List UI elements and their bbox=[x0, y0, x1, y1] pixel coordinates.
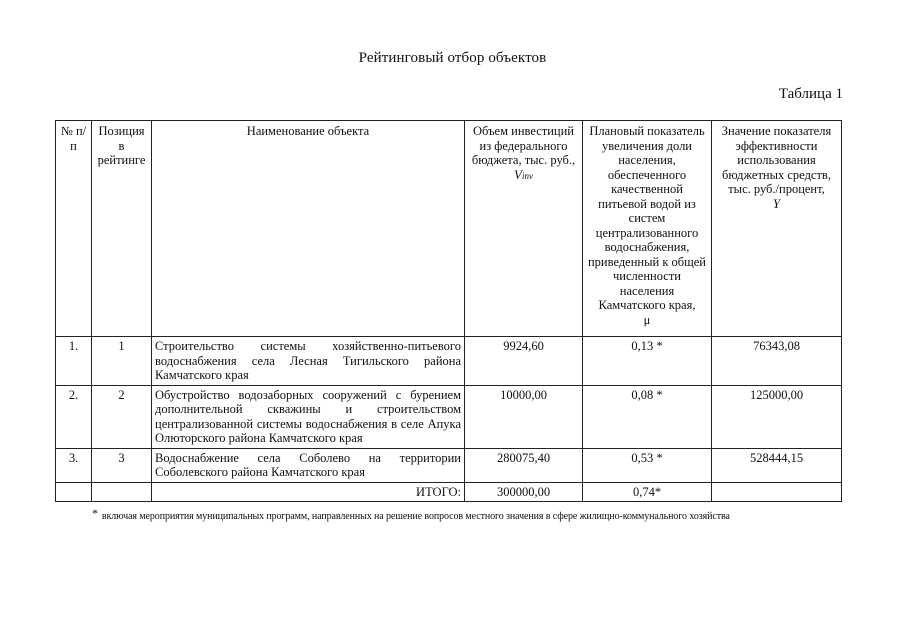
header-position: Позиция в рейтинге bbox=[92, 121, 152, 337]
row-name: Строительство системы хозяйственно-питьевого водоснабжения села Лесная Тигильского района Камчатского края bbox=[152, 337, 465, 386]
header-efficiency-text: Значение показателя эффективности использования бюджетных средств, тыс. руб./процент, bbox=[721, 124, 832, 196]
footnote bbox=[92, 508, 730, 523]
row-num: 2. bbox=[56, 385, 92, 448]
efficiency-symbol: Y bbox=[772, 195, 781, 211]
row-investment: 280075,40 bbox=[465, 448, 583, 482]
total-empty-position bbox=[92, 482, 152, 502]
row-name: Обустройство водозаборных сооружений с бурением дополнительной скважины и строительством централизованной системы водоснабжения в селе Апука Олюторского района Камчатского края bbox=[152, 385, 465, 448]
indicator-symbol: μ bbox=[643, 312, 651, 327]
row-investment: 10000,00 bbox=[465, 385, 583, 448]
footnote-text: включая мероприятия муниципальных программ, направленных на решение вопросов местного значения в сфере жилищно-коммунального хозяйства bbox=[101, 511, 730, 522]
investment-symbol: V bbox=[514, 166, 522, 182]
row-indicator: 0,13 * bbox=[583, 337, 712, 386]
header-name: Наименование объекта bbox=[152, 121, 465, 337]
row-num: 3. bbox=[56, 448, 92, 482]
header-efficiency bbox=[712, 121, 842, 337]
footnote-marker: * bbox=[92, 506, 98, 520]
table-row bbox=[56, 448, 842, 482]
total-investment: 300000,00 bbox=[465, 482, 583, 502]
row-position: 3 bbox=[92, 448, 152, 482]
header-indicator bbox=[583, 121, 712, 337]
row-efficiency: 125000,00 bbox=[712, 385, 842, 448]
row-position: 2 bbox=[92, 385, 152, 448]
row-name: Водоснабжение села Соболево на территории Соболевского района Камчатского края bbox=[152, 448, 465, 482]
row-position: 1 bbox=[92, 337, 152, 386]
row-efficiency: 528444,15 bbox=[712, 448, 842, 482]
document-title: Рейтинговый отбор объектов bbox=[358, 50, 547, 66]
row-efficiency: 76343,08 bbox=[712, 337, 842, 386]
table-row bbox=[56, 337, 842, 386]
table-row bbox=[56, 385, 842, 448]
table-header-row bbox=[56, 121, 842, 337]
row-indicator: 0,08 * bbox=[583, 385, 712, 448]
total-label: ИТОГО: bbox=[152, 482, 465, 502]
header-investment-text: Объем инвестиций из федерального бюджета, тыс. руб., bbox=[471, 124, 576, 167]
rating-table bbox=[55, 120, 842, 502]
header-indicator-text: Плановый показатель увеличения доли населения, обеспеченного качественной питьевой водой из систем централизованного водоснабжения, приведенный к общей численности населения Камчатского края, bbox=[587, 124, 706, 312]
row-investment: 9924,60 bbox=[465, 337, 583, 386]
table-total-row bbox=[56, 482, 842, 502]
investment-symbol-sub: inv bbox=[521, 170, 533, 181]
total-empty-num bbox=[56, 482, 92, 502]
total-empty-efficiency bbox=[712, 482, 842, 502]
table-label: Таблица 1 bbox=[778, 86, 843, 102]
header-investment bbox=[465, 121, 583, 337]
total-indicator: 0,74* bbox=[583, 482, 712, 502]
row-num: 1. bbox=[56, 337, 92, 386]
row-indicator: 0,53 * bbox=[583, 448, 712, 482]
header-num: № п/п bbox=[56, 121, 92, 337]
